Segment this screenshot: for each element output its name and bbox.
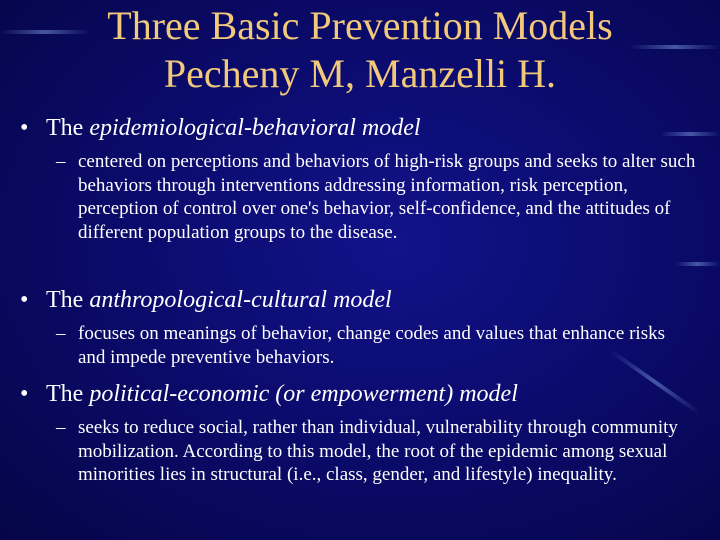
bullet-dot: • (20, 381, 29, 407)
sub-bullet-anthropological-cultural (56, 322, 696, 369)
bullet-prefix: The (46, 115, 84, 141)
decorative-streak (675, 262, 720, 266)
sub-bullet-political-economic (56, 416, 696, 487)
sub-bullet-text: centered on perceptions and behaviors of high-risk groups and seeks to alter such behaviors through interventions addressing information, risk perception, perception of control over one's behavior, self-confidence, and the attitudes of different population groups to the disease. (78, 151, 696, 243)
sub-bullet-epidemiological-behavioral (56, 150, 696, 244)
bullet-prefix: The (46, 287, 84, 313)
title-line-2: Pecheny M, Manzelli H. (163, 51, 557, 96)
sub-bullet-dash: – (56, 417, 66, 438)
model-name: political-economic (or empowerment) model (89, 381, 518, 407)
bullet-epidemiological-behavioral (20, 114, 421, 142)
bullet-dot: • (20, 115, 29, 141)
sub-bullet-text: focuses on meanings of behavior, change codes and values that enhance risks and impede preventive behaviors. (78, 323, 665, 368)
sub-bullet-dash: – (56, 151, 66, 172)
decorative-streak (660, 132, 720, 136)
bullet-political-economic (20, 380, 518, 408)
model-name: epidemiological-behavioral model (89, 115, 421, 141)
sub-bullet-dash: – (56, 323, 66, 344)
bullet-prefix: The (46, 381, 84, 407)
slide-title (0, 2, 720, 98)
model-name: anthropological-cultural model (89, 287, 392, 313)
title-line-1: Three Basic Prevention Models (107, 3, 613, 48)
bullet-anthropological-cultural (20, 286, 392, 314)
sub-bullet-text: seeks to reduce social, rather than individual, vulnerability through community mobilization. According to this model, the root of the epidemic among sexual minorities lies in structural (i.e., class, gender, and lifestyle) inequality. (78, 417, 678, 485)
bullet-dot: • (20, 287, 29, 313)
